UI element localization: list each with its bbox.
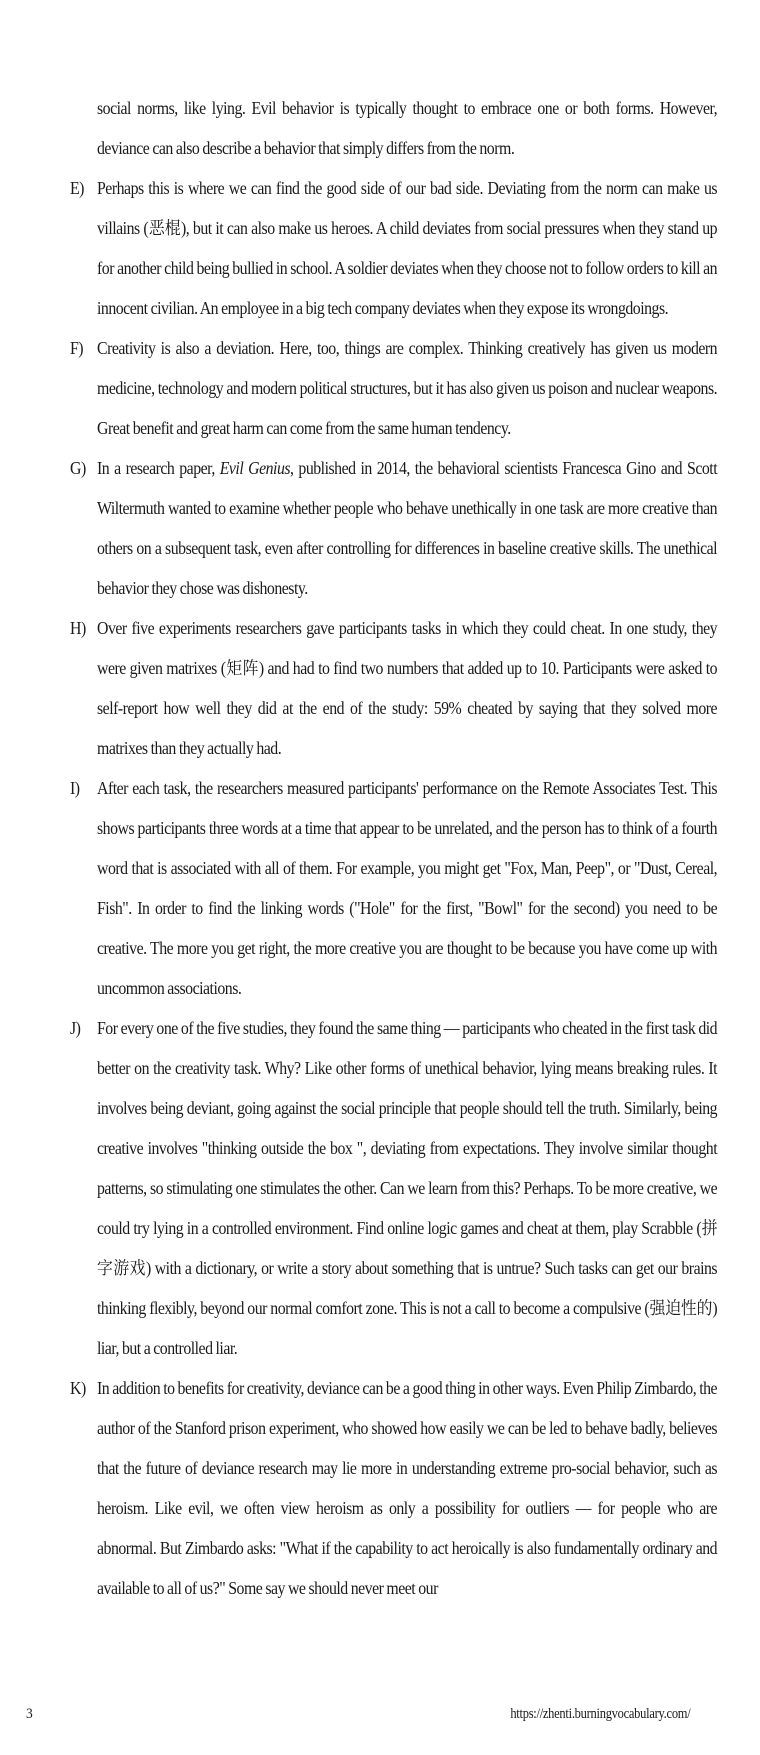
paragraph-letter: F) bbox=[70, 338, 84, 358]
paragraph-text: Over five experiments researchers gave participants tasks in which they could cheat. In one study, they were given matrixes (矩阵) and had to find two numbers that added up to 10. Participants were asked to self-report how well they did at the end of the study: 59% cheated by saying that they solved more matrixes than they actually had. bbox=[97, 618, 718, 758]
paragraph-letter: K) bbox=[70, 1378, 86, 1398]
page-number: 3 bbox=[26, 1706, 33, 1722]
paragraph-h bbox=[70, 608, 717, 768]
paragraph-text: Creativity is also a deviation. Here, too, things are complex. Thinking creatively has given us modern medicine, technology and modern political structures, but it has also given us poison and nuclear weapons. Great benefit and great harm can come from the same human tendency. bbox=[97, 338, 718, 438]
paragraph-text: Perhaps this is where we can find the good side of our bad side. Deviating from the norm can make us villains (恶棍), but it can also make us heroes. A child deviates from social pressures when they stand up for another child being bullied in school. A soldier deviates when they choose not to follow orders to kill an innocent civilian. An employee in a big tech company deviates when they expose its wrongdoings. bbox=[97, 178, 718, 318]
paragraph-letter: E) bbox=[70, 178, 84, 198]
paragraph-e bbox=[70, 168, 717, 328]
paragraph-text: After each task, the researchers measured participants' performance on the Remote Associates Test. This shows participants three words at a time that appear to be unrelated, and the person has to think of a fourth word that is associated with all of them. For example, you might get "Fox, Man, Peep", or "Dust, Cereal, Fish". In order to find the linking words ("Hole" for the first, "Bowl" for the second) you need to be creative. The more you get right, the more creative you are thought to be because you have come up with uncommon associations. bbox=[97, 778, 718, 998]
paragraph-text: In addition to benefits for creativity, deviance can be a good thing in other ways. Even Philip Zimbardo, the author of the Stanford prison experiment, who showed how easily we can be led to behave badly, believes that the future of deviance research may lie more in understanding extreme pro-social behavior, such as heroism. Like evil, we often view heroism as only a possibility for outliers — for people who are abnormal. But Zimbardo asks: "What if the capability to act heroically is also fundamentally ordinary and available to all of us?" Some say we should never meet our bbox=[97, 1378, 718, 1598]
lead-paragraph bbox=[70, 88, 717, 168]
paragraph-letter: I) bbox=[70, 778, 80, 798]
paragraph-text-after: , published in 2014, the behavioral scientists Francesca Gino and Scott Wiltermuth wanted to examine whether people who behave unethically in one task are more creative than others on a subsequent task, even after controlling for differences in baseline creative skills. The unethical behavior they chose was dishonesty. bbox=[97, 458, 718, 598]
paragraph-text bbox=[97, 458, 717, 598]
paper-title: Evil Genius bbox=[219, 458, 291, 478]
paragraph-j bbox=[70, 1008, 717, 1368]
document-body bbox=[70, 88, 718, 1608]
paragraph-text: social norms, like lying. Evil behavior is typically thought to embrace one or both forms. However, deviance can also describe a behavior that simply differs from the norm. bbox=[97, 98, 718, 158]
paragraph-i bbox=[70, 768, 717, 1008]
paragraph-f bbox=[70, 328, 717, 448]
paragraph-text: For every one of the five studies, they found the same thing — participants who cheated in the first task did better on the creativity task. Why? Like other forms of unethical behavior, lying means breaking rules. It involves being deviant, going against the social principle that people should tell the truth. Similarly, being creative involves "thinking outside the box ", deviating from expectations. They involve similar thought patterns, so stimulating one stimulates the other. Can we learn from this? Perhaps. To be more creative, we could try lying in a controlled environment. Find online logic games and cheat at them, play Scrabble (拼字游戏) with a dictionary, or write a story about something that is untrue? Such tasks can get our brains thinking flexibly, beyond our normal comfort zone. This is not a call to become a compulsive (强迫性的) liar, but a controlled liar. bbox=[97, 1018, 718, 1358]
paragraph-text-before: In a research paper, bbox=[97, 458, 220, 478]
paragraph-k bbox=[70, 1368, 717, 1608]
paragraph-letter: G) bbox=[70, 458, 86, 478]
paragraph-letter: J) bbox=[70, 1018, 81, 1038]
paragraph-letter: H) bbox=[70, 618, 86, 638]
footer-url: https://zhenti.burningvocabulary.com/ bbox=[509, 1706, 690, 1722]
paragraph-g bbox=[70, 448, 717, 608]
